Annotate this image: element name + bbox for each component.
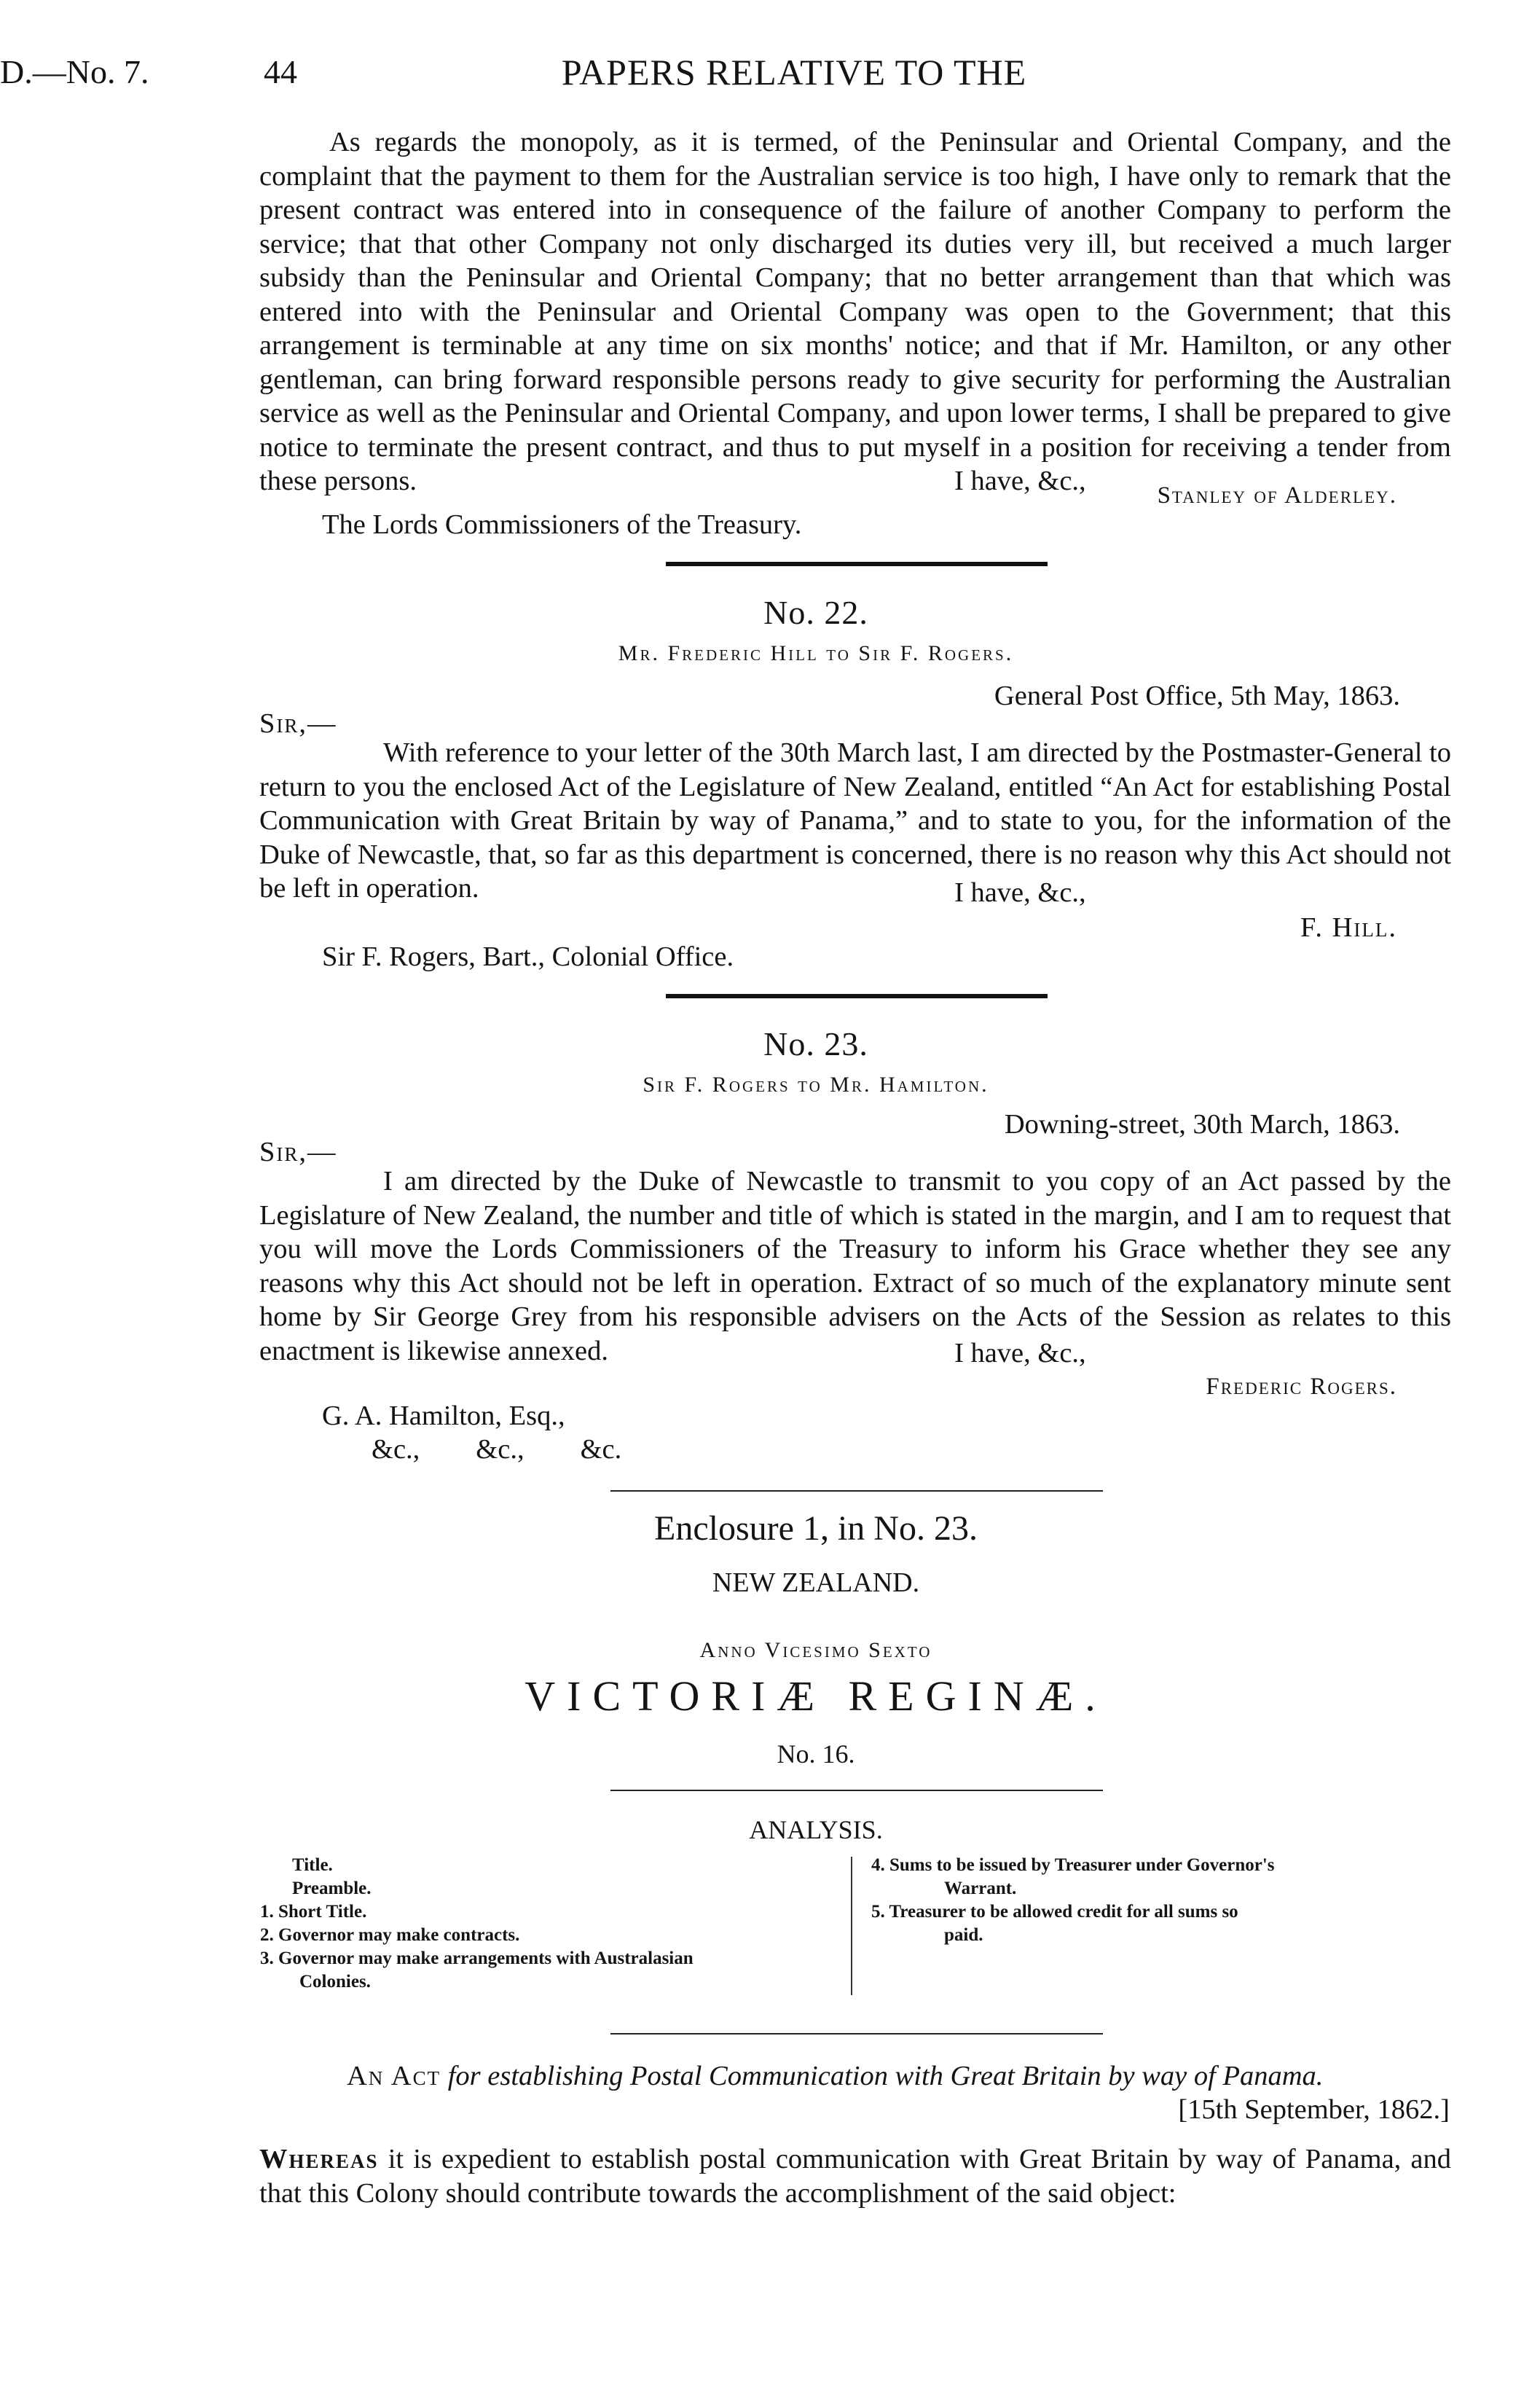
enclosure-title: Enclosure 1, in No. 23. <box>654 1509 978 1548</box>
letter22-dateline: General Post Office, 5th May, 1863. <box>994 681 1400 711</box>
letter23-salutation: Sir,— <box>259 1137 337 1167</box>
enclosure-act-number: No. 16. <box>777 1739 855 1769</box>
letter22-body: With reference to your letter of the 30th March last, I am directed by the Postmaster-General to return to you the enclosed Act of the Legislature of New Zealand, entitled “An Act for establishing Postal Communication with Great Britain by way of Panama,” and to state to you, for the information of the Duke of Newcastle, that, so far as this department is concerned, there is no reason why this Act should not be left in operation. <box>259 737 1451 904</box>
analysis-item: Colonies. <box>299 1972 371 1992</box>
letter23-addressee-etc: &c., &c., &c. <box>372 1434 622 1465</box>
letter23-heading: Sir F. Rogers to Mr. Hamilton. <box>643 1073 989 1097</box>
letter22-salutation: Sir,— <box>259 708 337 739</box>
analysis-item: Warrant. <box>944 1879 1017 1898</box>
act-title <box>347 2059 1439 2094</box>
section-rule <box>666 562 1048 566</box>
letter22-heading: Mr. Frederic Hill to Sir F. Rogers. <box>618 641 1014 665</box>
letter23-body: I am directed by the Duke of Newcastle to transmit to you copy of an Act passed by the Legislature of New Zealand, the number and title of which is stated in the margin, and I am to request that you will move the Lords Commissioners of the Treasury to inform his Grace whether they see any reasons why this Act should not be left in operation. Extract of so much of the explanatory minute sent home by Sir George Grey from his responsible advisers on the Acts of the Session as relates to this enactment is likewise annexed. <box>259 1166 1451 1366</box>
act-preamble-text: it is expedient to establish postal communication with Great Britain by way of Panama, and that this Colony should contribute towards the accomplishment of the said object: <box>259 2144 1452 2209</box>
analysis-item: 3. Governor may make arrangements with Australasian <box>260 1949 694 1968</box>
letter23-dateline: Downing-street, 30th March, 1863. <box>1004 1109 1400 1140</box>
analysis-divider <box>851 1857 852 1995</box>
analysis-item: 1. Short Title. <box>260 1902 367 1922</box>
page-identifier: D.—No. 7. <box>0 53 149 90</box>
whereas: Whereas <box>259 2144 379 2174</box>
letter21-addressee: The Lords Commissioners of the Treasury. <box>322 509 802 540</box>
letter23-addressee: G. A. Hamilton, Esq., <box>322 1401 565 1431</box>
section-rule <box>610 1790 1103 1791</box>
analysis-item: paid. <box>944 1925 983 1945</box>
section-rule <box>610 1490 1103 1492</box>
analysis-item: 5. Treasurer to be allowed credit for all sums so <box>871 1902 1238 1922</box>
analysis-right-column <box>871 1854 1454 1947</box>
letter21-paragraph: As regards the monopoly, as it is termed, of the Peninsular and Oriental Company, and the complaint that the payment to them for the Australian service is too high, I have only to remark that the present contract was entered into in consequence of the failure of another Company to perform the service; that that other Company not only discharged its duties very ill, but received a much larger subsidy than the Peninsular and Oriental Company; that no better arrangement than that which was entered into with the Peninsular and Oriental Company was open to the Government; that this arrangement is terminable at any time on six months' notice; and that if Mr. Hamilton, or any other gentleman, can bring forward responsible persons ready to give security for performing the Australian service as well as the Peninsular and Oriental Company, and upon lower terms, I shall be prepared to give notice to terminate the present contract, and thus to put myself in a position for receiving a tender from these persons. <box>259 127 1451 496</box>
analysis-item: 4. Sums to be issued by Treasurer under Governor's <box>871 1855 1275 1875</box>
letter22-addressee: Sir F. Rogers, Bart., Colonial Office. <box>322 941 734 972</box>
letter22-number: No. 22. <box>763 594 868 631</box>
letter22-signature: F. Hill. <box>1300 912 1397 943</box>
analysis-left-column <box>260 1854 843 1994</box>
letter21-signature: Stanley of Alderley. <box>1157 482 1397 509</box>
letter23-signature: Frederic Rogers. <box>1206 1374 1397 1400</box>
enclosure-anno: Anno Vicesimo Sexto <box>699 1638 932 1662</box>
section-rule <box>610 2033 1103 2035</box>
analysis-item: Title. <box>292 1855 333 1875</box>
act-title-prefix: An Act <box>347 2061 441 2091</box>
analysis-item: Preamble. <box>292 1879 372 1898</box>
section-rule <box>666 994 1048 998</box>
act-title-text: for establishing Postal Communication with Great Britain by way of Panama. <box>447 2061 1324 2091</box>
letter23-closing: I have, &c., <box>954 1338 1086 1368</box>
act-preamble <box>259 2142 1451 2210</box>
page-number: 44 <box>264 53 297 90</box>
enclosure-colony: NEW ZEALAND. <box>712 1567 920 1598</box>
analysis-item: 2. Governor may make contracts. <box>260 1925 520 1945</box>
letter22-closing: I have, &c., <box>954 877 1086 908</box>
act-date: [15th September, 1862.] <box>1178 2094 1450 2125</box>
enclosure-regnal: VICTORIÆ REGINÆ. <box>525 1672 1107 1720</box>
analysis-heading: ANALYSIS. <box>749 1815 883 1844</box>
running-title: PAPERS RELATIVE TO THE <box>561 52 1027 93</box>
letter23-number: No. 23. <box>763 1025 868 1062</box>
letter21-closing: I have, &c., <box>954 466 1086 496</box>
